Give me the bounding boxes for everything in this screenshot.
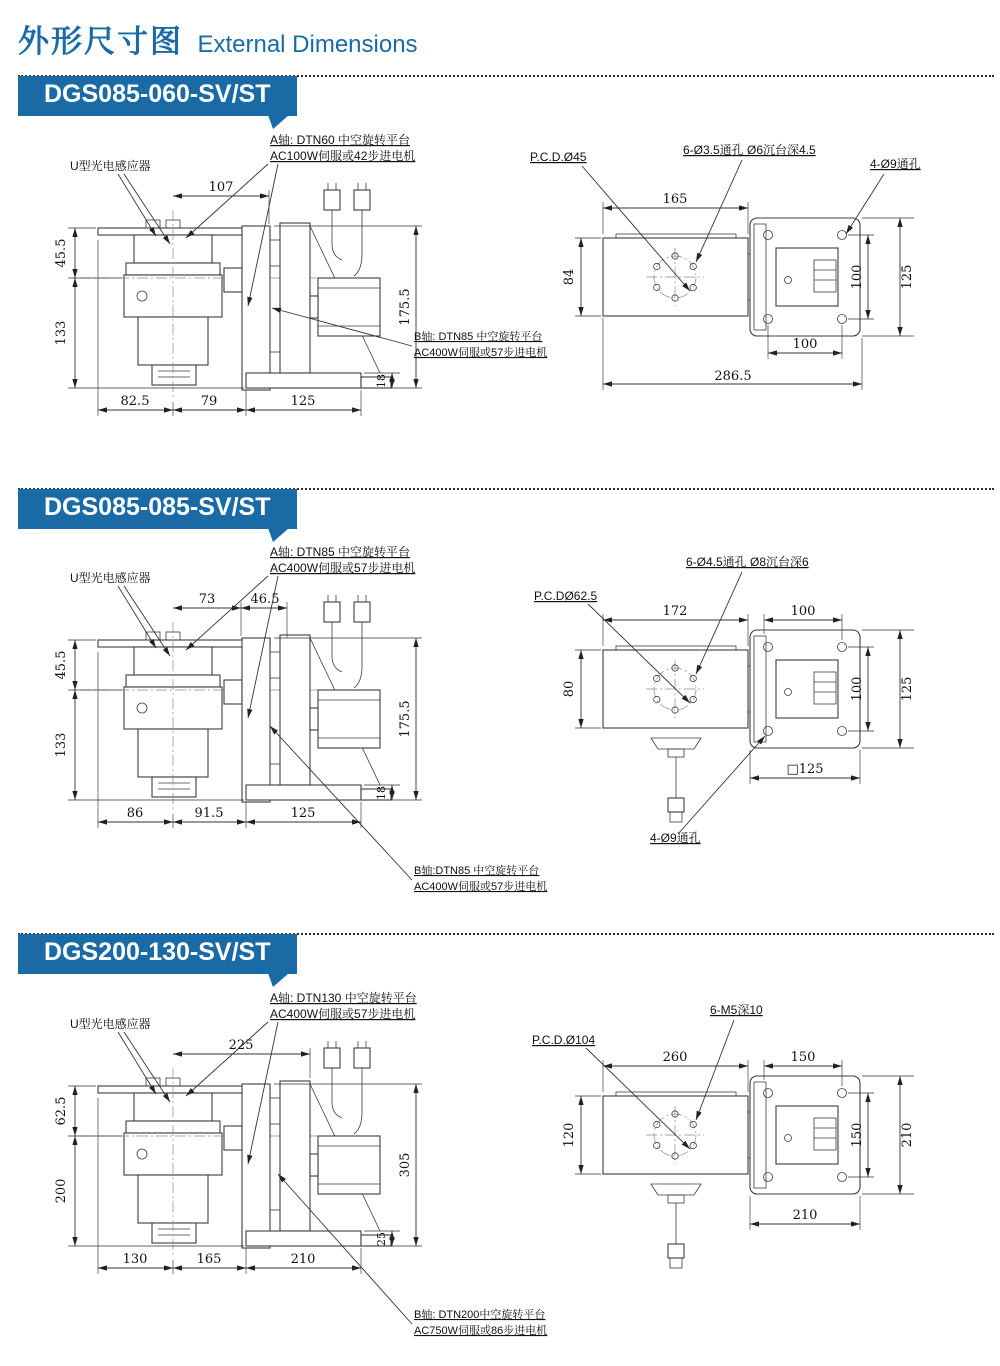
pcd-callout: P.C.D.Ø104 (532, 1033, 596, 1047)
sensor-callout: U型光电感应器 (70, 1017, 151, 1031)
dim-top: 260 (662, 1050, 688, 1065)
side-view (54, 544, 547, 893)
dim-bottom: 210 (792, 1208, 818, 1223)
model-badge: DGS085-085-SV/ST (18, 489, 297, 529)
b-axis-callout-2: AC400W伺服或57步进电机 (414, 347, 548, 359)
dim-bottom-3: 125 (290, 806, 316, 821)
a-axis-callout-1: A轴: DTN130 中空旋转平台 (270, 991, 417, 1005)
dim-bottom: □125 (786, 762, 824, 777)
dim-top: 225 (228, 1038, 254, 1053)
side-view (54, 132, 547, 416)
page-header (18, 16, 418, 61)
dim-right-outer: 125 (900, 676, 915, 702)
top-view (534, 554, 915, 845)
dim-right-small: 18 (375, 786, 388, 800)
holes-callout: 6-Ø3.5通孔 Ø6沉台深4.5 (683, 143, 816, 157)
dim-left-lower: 200 (54, 1178, 69, 1204)
dim-bottom-1: 130 (122, 1252, 148, 1267)
page-title-zh: 外形尺寸图 (18, 24, 183, 59)
dim-right-small: 25 (375, 1232, 388, 1246)
dim-top-right: 100 (790, 604, 816, 619)
dim-left-upper: 45.5 (54, 650, 69, 680)
model-badge: DGS085-060-SV/ST (18, 76, 297, 116)
dim-left-lower: 133 (54, 320, 69, 346)
corner-holes-callout: 4-Ø9通孔 (650, 831, 701, 845)
a-axis-callout-1: A轴: DTN60 中空旋转平台 (270, 133, 411, 147)
dim-right-inner: 100 (850, 264, 865, 290)
dim-left: 80 (562, 680, 577, 698)
dim-right-small: 18 (375, 374, 388, 388)
dim-left: 84 (562, 268, 577, 286)
dim-bottom-total: 286.5 (714, 369, 752, 384)
dim-bottom-3: 125 (290, 394, 316, 409)
a-axis-callout-1: A轴: DTN85 中空旋转平台 (270, 545, 411, 559)
dim-left-upper: 62.5 (54, 1096, 69, 1126)
dim-top-2: 46.5 (250, 592, 280, 607)
page-title-en: External Dimensions (197, 31, 418, 58)
dim-right: 175.5 (398, 700, 413, 738)
b-axis-callout-1: B轴:DTN85 中空旋转平台 (414, 865, 540, 877)
drawing-dgs200-130 (18, 986, 982, 1364)
dim-top: 172 (662, 604, 688, 619)
a-axis-callout-2: AC400W伺服或57步进电机 (270, 1007, 416, 1021)
a-axis-callout-2: AC400W伺服或57步进电机 (270, 561, 416, 575)
holes-callout: 6-Ø4.5通孔 Ø8沉台深6 (686, 555, 809, 569)
drawing-dgs085-085 (18, 540, 982, 930)
dim-right: 175.5 (398, 288, 413, 326)
dim-top: 165 (662, 192, 688, 207)
b-axis-callout-2: AC400W伺服或57步进电机 (414, 881, 548, 893)
b-axis-callout-2: AC750W伺服或86步进电机 (414, 1325, 548, 1337)
pcd-callout: P.C.D.Ø45 (530, 150, 587, 164)
a-axis-callout-2: AC100W伺服或42步进电机 (270, 149, 416, 163)
pcd-callout: P.C.DØ62.5 (534, 589, 598, 603)
dim-bottom-2: 79 (200, 394, 218, 409)
side-view (54, 990, 547, 1337)
dim-left-lower: 133 (54, 732, 69, 758)
b-axis-callout-1: B轴: DTN85 中空旋转平台 (414, 331, 543, 343)
sensor-callout: U型光电感应器 (70, 159, 151, 173)
dim-right: 305 (398, 1152, 413, 1178)
top-view (530, 142, 921, 390)
dim-bottom-1: 82.5 (120, 394, 150, 409)
drawing-dgs085-060 (18, 128, 982, 478)
dim-bottom-inner: 100 (792, 337, 818, 352)
dim-top: 107 (208, 180, 234, 195)
dim-right-inner: 150 (850, 1122, 865, 1148)
dim-bottom-3: 210 (290, 1252, 316, 1267)
dim-bottom-2: 165 (196, 1252, 222, 1267)
dim-right-outer: 210 (900, 1122, 915, 1148)
top-view (532, 1003, 915, 1268)
dim-top-1: 73 (198, 592, 216, 607)
dim-bottom-2: 91.5 (194, 806, 224, 821)
dim-left: 120 (562, 1122, 577, 1148)
dim-right-inner: 100 (850, 676, 865, 702)
b-axis-callout-1: B轴: DTN200中空旋转平台 (414, 1309, 546, 1321)
model-badge: DGS200-130-SV/ST (18, 934, 297, 974)
dim-top-right: 150 (790, 1050, 816, 1065)
dim-right-outer: 125 (900, 264, 915, 290)
dim-bottom-1: 86 (126, 806, 144, 821)
holes-callout: 6-M5深10 (710, 1003, 763, 1017)
dim-left-upper: 45.5 (54, 238, 69, 268)
sensor-callout: U型光电感应器 (70, 571, 151, 585)
corner-holes-callout: 4-Ø9通孔 (870, 157, 921, 171)
